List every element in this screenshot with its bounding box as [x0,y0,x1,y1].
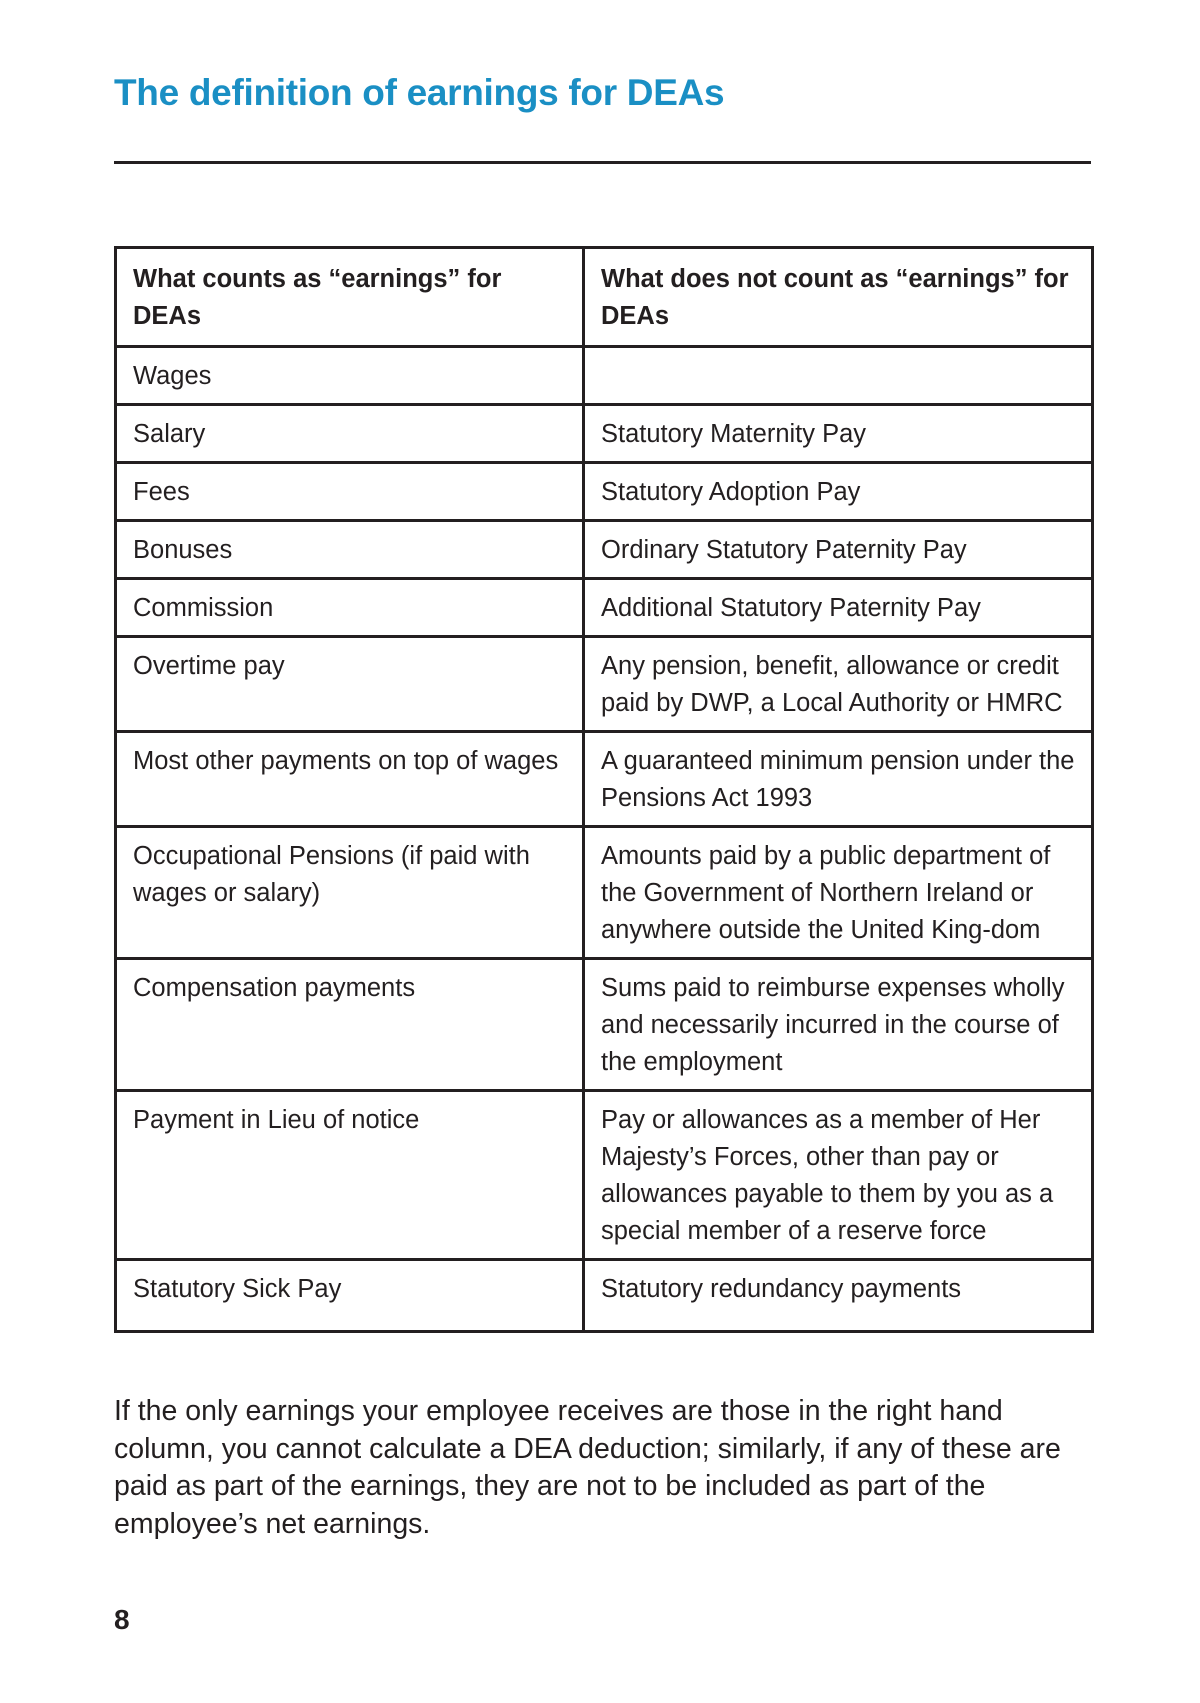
header-counts-as-earnings: What counts as “earnings” for DEAs [116,248,584,347]
page-title: The definition of earnings for DEAs [114,72,725,113]
table-header-row [116,248,1093,347]
table-row [116,827,1093,959]
earnings-table [114,246,1094,1333]
earnings-cell: Commission [116,579,584,637]
table-row [116,405,1093,463]
non-earnings-cell: Additional Statutory Paternity Pay [584,579,1093,637]
table-row [116,637,1093,732]
earnings-cell: Salary [116,405,584,463]
non-earnings-cell: Any pension, benefit, allowance or credit paid by DWP, a Local Authority or HMRC [584,637,1093,732]
non-earnings-cell: Statutory redundancy payments [584,1260,1093,1332]
table-row [116,521,1093,579]
non-earnings-cell: Sums paid to reimburse expenses wholly and necessarily incurred in the course of the employment [584,959,1093,1091]
non-earnings-cell: Statutory Adoption Pay [584,463,1093,521]
non-earnings-cell [584,347,1093,405]
table-row [116,959,1093,1091]
earnings-cell: Payment in Lieu of notice [116,1091,584,1260]
table-row [116,347,1093,405]
earnings-cell: Most other payments on top of wages [116,732,584,827]
header-not-earnings: What does not count as “earnings” for DEAs [584,248,1093,347]
table-row [116,732,1093,827]
page-number: 8 [114,1604,130,1635]
earnings-cell: Overtime pay [116,637,584,732]
earnings-cell: Compensation payments [116,959,584,1091]
earnings-cell: Wages [116,347,584,405]
table-row [116,579,1093,637]
non-earnings-cell: Amounts paid by a public department of the Government of Northern Ireland or anywhere outside the United King-dom [584,827,1093,959]
non-earnings-cell: Pay or allowances as a member of Her Majesty’s Forces, other than pay or allowances payable to them by you as a special member of a reserve force [584,1091,1093,1260]
earnings-cell: Statutory Sick Pay [116,1260,584,1332]
non-earnings-cell: Ordinary Statutory Paternity Pay [584,521,1093,579]
table-row [116,1091,1093,1260]
table-row [116,1260,1093,1332]
earnings-cell: Occupational Pensions (if paid with wages or salary) [116,827,584,959]
table-row [116,463,1093,521]
non-earnings-cell: Statutory Maternity Pay [584,405,1093,463]
earnings-cell: Fees [116,463,584,521]
explanatory-note: If the only earnings your employee receives are those in the right hand column, you cannot calculate a DEA deduction; similarly, if any of these are paid as part of the earnings, they are not to be included as part of the employee’s net earnings. [114,1395,1061,1540]
title-divider [114,161,1091,164]
earnings-cell: Bonuses [116,521,584,579]
non-earnings-cell: A guaranteed minimum pension under the Pensions Act 1993 [584,732,1093,827]
